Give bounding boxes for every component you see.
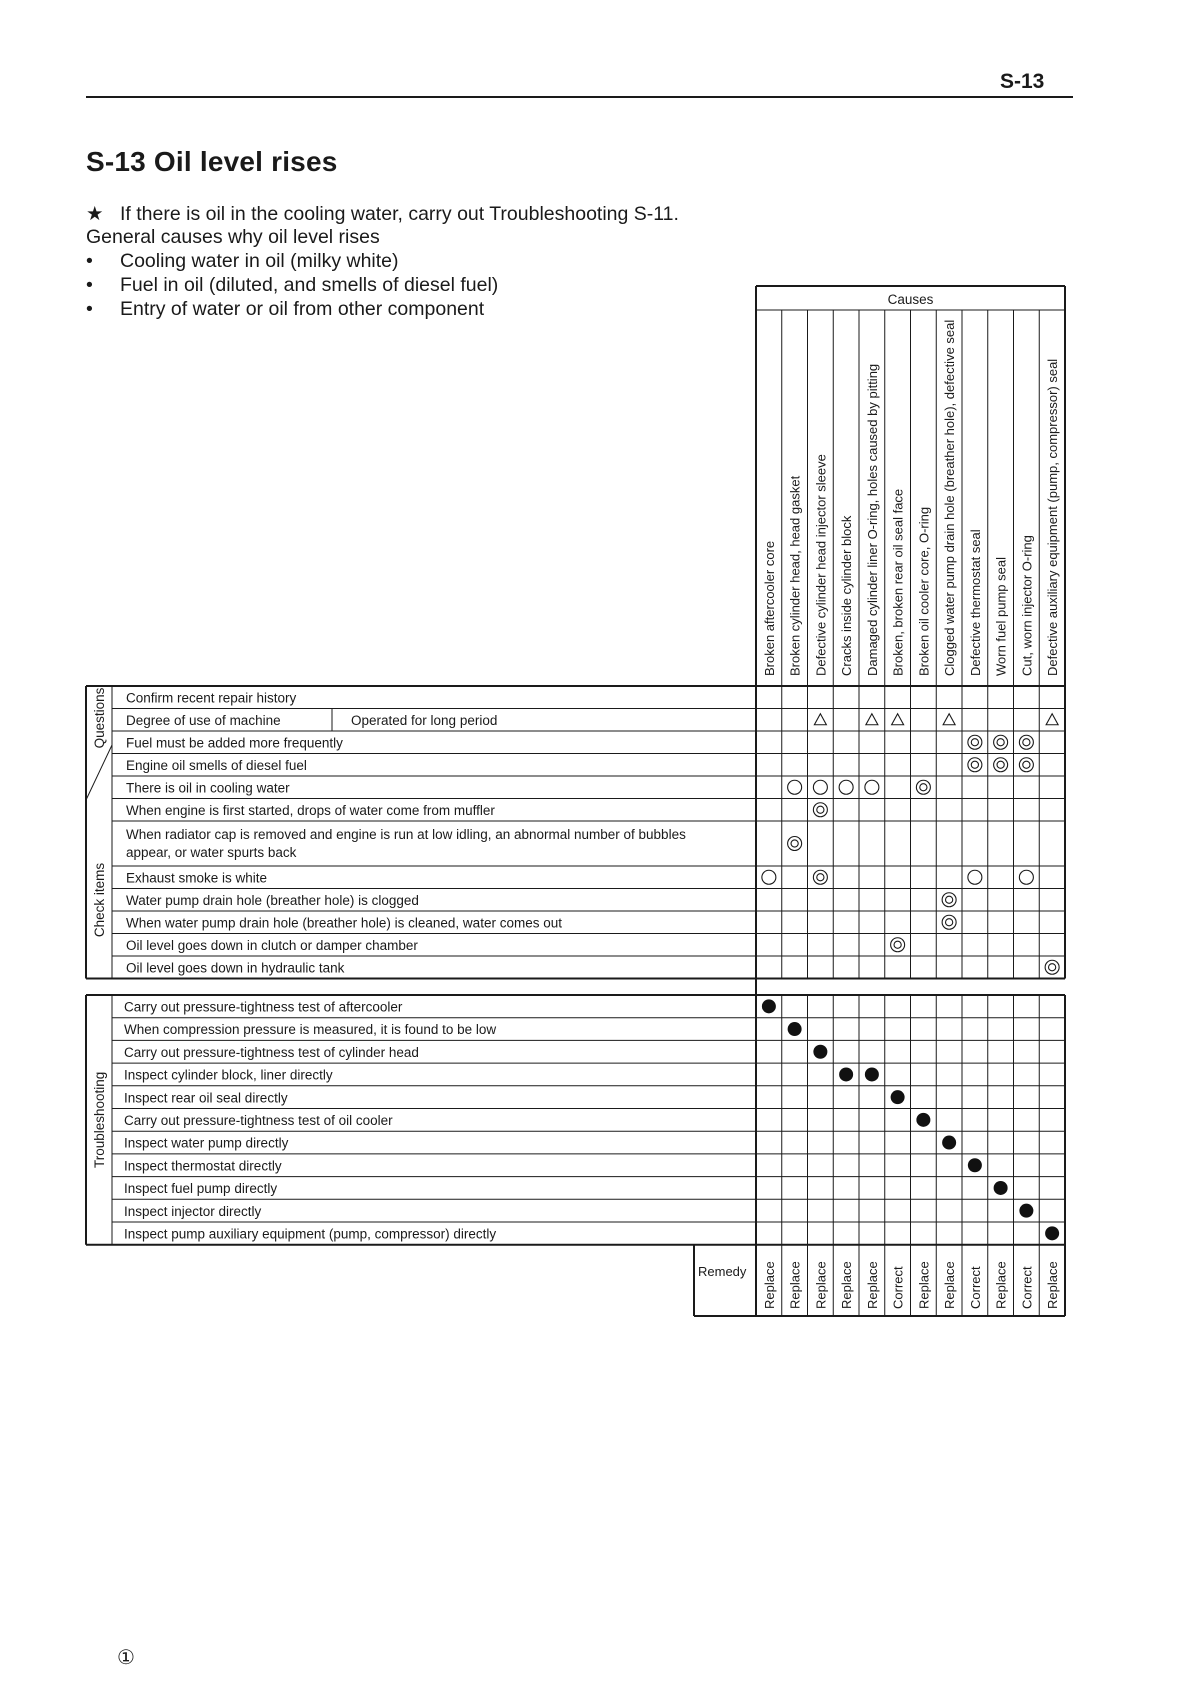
- circle-icon: [839, 780, 853, 794]
- symptom-text: Confirm recent repair history: [126, 690, 297, 706]
- page-title: S-13 Oil level rises: [86, 146, 338, 177]
- circle-shape: [1019, 758, 1033, 772]
- circle-shape: [894, 941, 901, 948]
- circle-shape: [994, 1181, 1008, 1195]
- filled-circle-icon: [1045, 1226, 1059, 1240]
- circle-shape: [817, 874, 824, 881]
- troubleshooting-text: Inspect water pump directly: [124, 1135, 289, 1151]
- cause-label: Defective thermostat seal: [967, 529, 983, 676]
- circle-shape: [1019, 735, 1033, 749]
- circle-shape: [813, 803, 827, 817]
- page-code: S-13: [1000, 70, 1045, 93]
- circle-shape: [1049, 964, 1056, 971]
- remedy-label: Remedy: [698, 1264, 747, 1279]
- circle-shape: [968, 758, 982, 772]
- triangle-icon: [892, 714, 904, 725]
- troubleshooting-text: Carry out pressure-tightness test of aftercooler: [124, 999, 403, 1015]
- triangle-icon: [1046, 714, 1058, 725]
- remedy-label: Replace: [916, 1261, 932, 1309]
- circle-shape: [1019, 870, 1033, 884]
- cause-label: Defective cylinder head injector sleeve: [813, 454, 829, 676]
- filled-circle-icon: [762, 999, 776, 1013]
- double-circle-icon: [813, 870, 827, 884]
- filled-circle-icon: [839, 1067, 853, 1081]
- circle-shape: [788, 780, 802, 794]
- cause-label: Cracks inside cylinder block: [839, 515, 855, 676]
- circle-shape: [788, 1022, 802, 1036]
- double-circle-icon: [788, 837, 802, 851]
- circle-shape: [994, 758, 1008, 772]
- remedy-label: Replace: [813, 1261, 829, 1309]
- bullet-text: Entry of water or oil from other component: [120, 298, 485, 320]
- remedy-label: Replace: [787, 1261, 803, 1309]
- troubleshooting-text: Inspect thermostat directly: [124, 1158, 282, 1174]
- questions-group-label: Questions: [92, 687, 107, 749]
- remedy-label: Replace: [1045, 1261, 1061, 1309]
- double-circle-icon: [968, 735, 982, 749]
- cause-label: Broken oil cooler core, O-ring: [916, 506, 932, 676]
- intro-note-text: If there is oil in the cooling water, carry out Troubleshooting S-11.: [120, 203, 679, 225]
- circle-shape: [916, 1113, 930, 1127]
- circle-shape: [1045, 1226, 1059, 1240]
- remedy-label: Replace: [993, 1261, 1009, 1309]
- filled-circle-icon: [1019, 1204, 1033, 1218]
- circle-icon: [788, 780, 802, 794]
- circle-shape: [1023, 739, 1030, 746]
- circle-shape: [968, 870, 982, 884]
- circle-shape: [865, 780, 879, 794]
- remedy-label: Replace: [839, 1261, 855, 1309]
- circle-shape: [891, 938, 905, 952]
- circle-shape: [968, 1158, 982, 1172]
- troubleshooting-text: Inspect cylinder block, liner directly: [124, 1067, 333, 1083]
- triangle-shape: [892, 714, 904, 725]
- circle-shape: [994, 735, 1008, 749]
- triangle-icon: [866, 714, 878, 725]
- circle-shape: [813, 1045, 827, 1059]
- circle-shape: [1023, 761, 1030, 768]
- circle-shape: [968, 735, 982, 749]
- cause-label: Defective auxiliary equipment (pump, compressor) seal: [1045, 358, 1061, 676]
- cause-label: Broken aftercooler core: [761, 540, 777, 676]
- double-circle-icon: [994, 758, 1008, 772]
- remedy-label: Correct: [890, 1266, 906, 1309]
- remedy-label: Replace: [942, 1261, 958, 1309]
- symptom-text: Water pump drain hole (breather hole) is clogged: [126, 893, 419, 908]
- triangle-icon: [943, 714, 955, 725]
- filled-circle-icon: [865, 1067, 879, 1081]
- double-circle-icon: [994, 735, 1008, 749]
- symptom-text: Exhaust smoke is white: [126, 870, 268, 886]
- circle-shape: [942, 1136, 956, 1150]
- circle-shape: [791, 840, 798, 847]
- circle-shape: [997, 761, 1004, 768]
- double-circle-icon: [813, 803, 827, 817]
- symptom-text: Oil level goes down in clutch or damper chamber: [126, 938, 418, 953]
- cause-label: Cut, worn injector O-ring: [1019, 535, 1035, 676]
- circle-shape: [891, 1090, 905, 1104]
- causes-label: Causes: [887, 292, 934, 307]
- circle-shape: [1045, 960, 1059, 974]
- filled-circle-icon: [813, 1045, 827, 1059]
- bullet-icon: •: [86, 298, 93, 320]
- circle-shape: [920, 784, 927, 791]
- circle-shape: [817, 806, 824, 813]
- filled-circle-icon: [788, 1022, 802, 1036]
- circle-shape: [762, 999, 776, 1013]
- symptom-text: When radiator cap is removed and engine is run at low idling, an abnormal number of bubbles: [126, 827, 686, 842]
- double-circle-icon: [968, 758, 982, 772]
- remedy-label: Correct: [1019, 1266, 1035, 1309]
- symptom-text: Fuel must be added more frequently: [126, 735, 343, 751]
- circle-shape: [813, 780, 827, 794]
- circle-shape: [971, 739, 978, 746]
- circle-shape: [788, 837, 802, 851]
- triangle-shape: [1046, 714, 1058, 725]
- symptom-text: Oil level goes down in hydraulic tank: [126, 960, 345, 976]
- cause-label: Damaged cylinder liner O-ring, holes caused by pitting: [864, 363, 880, 676]
- circle-shape: [971, 761, 978, 768]
- bullet-icon: •: [86, 250, 93, 272]
- triangle-shape: [814, 714, 826, 725]
- triangle-shape: [866, 714, 878, 725]
- double-circle-icon: [891, 938, 905, 952]
- symptom-text: Engine oil smells of diesel fuel: [126, 758, 307, 773]
- circle-shape: [762, 870, 776, 884]
- troubleshooting-text: Inspect rear oil seal directly: [124, 1090, 288, 1106]
- double-circle-icon: [916, 780, 930, 794]
- symptom-text: There is oil in cooling water: [126, 780, 290, 796]
- troubleshooting-text: When compression pressure is measured, it is found to be low: [124, 1022, 497, 1038]
- star-icon: ★: [86, 203, 104, 225]
- circle-icon: [1019, 870, 1033, 884]
- circle-shape: [942, 915, 956, 929]
- circle-icon: [813, 780, 827, 794]
- circle-icon: [968, 870, 982, 884]
- symptom-text: When engine is first started, drops of water come from muffler: [126, 803, 495, 818]
- symptom-text: Degree of use of machine: [126, 713, 281, 728]
- remedy-label: Replace: [761, 1261, 777, 1309]
- circle-icon: [865, 780, 879, 794]
- filled-circle-icon: [916, 1113, 930, 1127]
- bullet-text: Cooling water in oil (milky white): [120, 250, 399, 272]
- questions-check-separator: [86, 745, 112, 800]
- check-items-group-label: Check items: [92, 862, 107, 938]
- troubleshooting-text: Carry out pressure-tightness test of oil cooler: [124, 1113, 393, 1128]
- triangle-icon: [814, 714, 826, 725]
- circle-shape: [813, 870, 827, 884]
- circle-shape: [942, 893, 956, 907]
- circle-shape: [916, 780, 930, 794]
- filled-circle-icon: [994, 1181, 1008, 1195]
- cause-label: Broken, broken rear oil seal face: [890, 488, 906, 676]
- symptom-text: appear, or water spurts back: [126, 845, 297, 860]
- circle-shape: [839, 1067, 853, 1081]
- troubleshooting-text: Carry out pressure-tightness test of cylinder head: [124, 1044, 419, 1060]
- remedy-label: Replace: [864, 1261, 880, 1309]
- filled-circle-icon: [942, 1136, 956, 1150]
- cause-label: Clogged water pump drain hole (breather hole), defective seal: [942, 319, 958, 676]
- symptom-text: When water pump drain hole (breather hole) is cleaned, water comes out: [126, 915, 562, 931]
- circle-shape: [946, 896, 953, 903]
- double-circle-icon: [1019, 758, 1033, 772]
- circle-shape: [997, 739, 1004, 746]
- troubleshooting-text: Inspect injector directly: [124, 1203, 262, 1219]
- double-circle-icon: [1019, 735, 1033, 749]
- double-circle-icon: [1045, 960, 1059, 974]
- triangle-shape: [943, 714, 955, 725]
- remedy-label: Correct: [967, 1266, 983, 1309]
- double-circle-icon: [942, 893, 956, 907]
- bullet-text: Fuel in oil (diluted, and smells of diesel fuel): [120, 274, 499, 296]
- cause-label: Broken cylinder head, head gasket: [787, 475, 803, 676]
- footer-circled-number: ①: [117, 1647, 135, 1669]
- filled-circle-icon: [968, 1158, 982, 1172]
- circle-shape: [1019, 1204, 1033, 1218]
- troubleshooting-text: Inspect pump auxiliary equipment (pump, compressor) directly: [124, 1226, 497, 1242]
- circle-shape: [865, 1067, 879, 1081]
- cause-label: Worn fuel pump seal: [993, 557, 1009, 676]
- bullet-icon: •: [86, 274, 93, 296]
- general-causes-heading: General causes why oil level rises: [86, 226, 380, 248]
- circle-shape: [946, 919, 953, 926]
- troubleshooting-group-label: Troubleshooting: [92, 1071, 107, 1169]
- double-circle-icon: [942, 915, 956, 929]
- symptom-subtext: Operated for long period: [351, 713, 498, 728]
- troubleshooting-text: Inspect fuel pump directly: [124, 1181, 278, 1197]
- circle-shape: [839, 780, 853, 794]
- circle-icon: [762, 870, 776, 884]
- filled-circle-icon: [891, 1090, 905, 1104]
